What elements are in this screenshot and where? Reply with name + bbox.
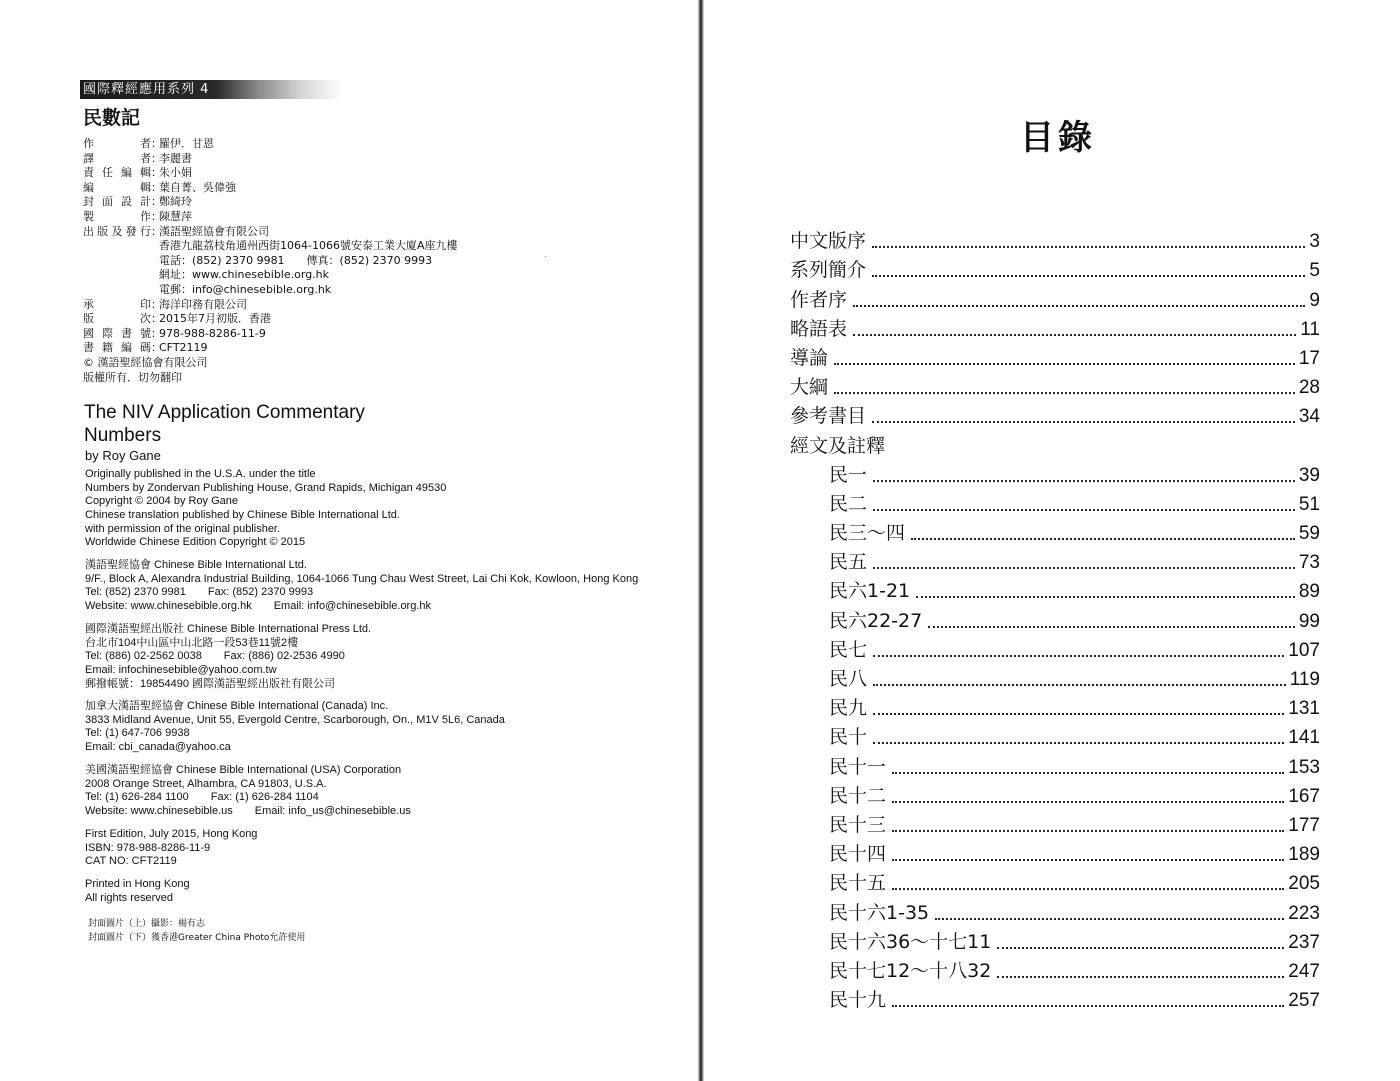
credit-row: 作 者 ： 羅伊．甘恩 <box>83 137 643 152</box>
toc-dot-leader <box>873 713 1284 715</box>
publisher-detail-line: 網址：www.chinesebible.org.hk <box>159 268 330 282</box>
text-line: First Edition, July 2015, Hong Kong <box>85 828 258 840</box>
toc-entry <box>790 253 1320 282</box>
text-line: Email: infochinesebible@yahoo.com.tw <box>85 664 277 677</box>
toc-entry-label: 民八 <box>829 668 868 690</box>
text-line: 郵撥帳號：19854490 國際漢語聖經出版社有限公司 <box>85 677 335 690</box>
credit-row: 版 次 ： 2015年7月初版．香港 <box>83 312 643 327</box>
toc-dot-leader <box>853 334 1296 336</box>
toc-entry-label: 導論 <box>790 346 829 369</box>
credit-value: 葉自菁、吳偉強 <box>159 180 236 194</box>
toc-page-number: 119 <box>1289 669 1320 690</box>
toc-entry <box>790 720 1320 749</box>
canada-office-block <box>85 700 505 755</box>
toc-page-number: 99 <box>1298 610 1320 632</box>
toc-entry <box>790 370 1320 399</box>
toc-dot-leader <box>834 392 1295 394</box>
toc-dot-leader <box>892 830 1284 832</box>
text-line: 漢語聖經協會 Chinese Bible International Ltd. <box>85 559 307 571</box>
publisher-detail-line: 香港九龍荔枝角通州西街1064-1066號安泰工業大廈A座九樓 <box>159 239 458 253</box>
toc-entry-label: 大綱 <box>790 376 829 399</box>
text-line: Tel: (1) 626-284 1100 Fax: (1) 626-284 1104 <box>85 791 319 804</box>
credit-label: 出 版 及 發 行 <box>83 224 151 238</box>
toc-entry-label: 民十四 <box>829 843 887 866</box>
table-of-contents <box>790 224 1320 1012</box>
toc-page-number: 5 <box>1309 260 1320 282</box>
toc-page-number: 237 <box>1288 931 1320 953</box>
toc-page-number: 257 <box>1288 990 1320 1012</box>
credit-row: 封 面 設 計 ： 鄭綺玲 <box>83 195 643 210</box>
toc-entry-label: 參考書目 <box>790 405 867 428</box>
toc-page-number: 34 <box>1298 406 1320 428</box>
text-line: Tel: (1) 647-706 9938 <box>85 727 190 740</box>
book-title-chinese: 民數記 <box>83 107 141 129</box>
toc-entry <box>790 282 1320 311</box>
toc-entry <box>790 574 1320 603</box>
toc-page-number: 51 <box>1298 493 1320 515</box>
toc-dot-leader <box>873 742 1284 744</box>
credit-label: 譯 者 <box>83 151 151 165</box>
text-line: All rights reserved <box>85 891 174 904</box>
toc-dot-leader <box>834 363 1295 365</box>
credit-row: 譯 者 ： 李麗書 <box>83 152 643 167</box>
toc-entry-label: 民十二 <box>829 784 887 807</box>
toc-entry-label: 民十六1-35 <box>829 901 930 924</box>
toc-entry <box>790 312 1320 341</box>
text-line: Printed in Hong Kong <box>85 878 190 890</box>
toc-page-number: 247 <box>1288 960 1320 982</box>
text-line: with permission of the original publisher. <box>85 522 281 535</box>
english-title <box>84 401 365 447</box>
toc-dot-leader <box>873 567 1295 569</box>
english-title-line2: Numbers <box>84 425 162 446</box>
toc-dot-leader <box>892 772 1284 774</box>
credit-value: 陳慧萍 <box>159 209 192 223</box>
toc-page-number: 167 <box>1288 785 1320 807</box>
toc-page-number: 28 <box>1298 377 1320 399</box>
toc-entry <box>790 633 1320 662</box>
credit-label: 承 印 <box>83 297 151 311</box>
toc-entry-label: 民十七12～十八32 <box>829 959 992 982</box>
toc-page-number: 131 <box>1288 698 1320 720</box>
toc-dot-leader <box>853 305 1305 307</box>
toc-entry-label: 民十五 <box>829 872 887 895</box>
credit-label: 製 作 <box>83 209 151 223</box>
copyright-line: 版權所有．切勿翻印 <box>83 370 182 384</box>
toc-entry-label: 民十一 <box>829 755 887 778</box>
toc-page-number: 153 <box>1288 756 1320 778</box>
credit-label: 版 次 <box>83 312 151 326</box>
chinese-credits <box>83 137 643 385</box>
credit-label: 封 面 設 計 <box>83 195 151 209</box>
credit-row: 編 輯 ： 葉自菁、吳偉強 <box>83 181 643 196</box>
credit-row: 製 作 ： 陳慧萍 <box>83 210 643 225</box>
toc-entry <box>790 808 1320 837</box>
text-line: Tel: (886) 02-2562 0038 Fax: (886) 02-2536 4990 <box>85 650 345 663</box>
toc-dot-leader <box>997 976 1284 978</box>
toc-entry-label: 民六22-27 <box>829 609 923 632</box>
text-line: 加拿大漢語聖經協會 Chinese Bible International (Canada) Inc. <box>85 700 389 712</box>
credit-label: 書 籍 編 碼 <box>83 341 151 355</box>
toc-page-number: 141 <box>1288 727 1320 749</box>
toc-entry <box>790 545 1320 574</box>
original-publication-block <box>85 468 446 550</box>
usa-office-block <box>85 764 411 819</box>
toc-entry <box>790 866 1320 895</box>
credit-row: 責 任 編 輯 ： 朱小娟 <box>83 166 643 181</box>
credit-row: 出 版 及 發 行 ： 漢語聖經協會有限公司 <box>83 225 643 240</box>
toc-entry <box>790 516 1320 545</box>
toc-entry-label: 略語表 <box>790 317 848 340</box>
toc-entry-label: 系列簡介 <box>790 259 867 282</box>
credit-value: 978-988-8286-11-9 <box>159 326 266 340</box>
text-line: Originally published in the U.S.A. under the title <box>85 468 316 480</box>
credit-value: 漢語聖經協會有限公司 <box>159 224 269 238</box>
toc-entry-label: 民一 <box>829 463 868 486</box>
text-line: Website: www.chinesebible.org.hk Email: info@chinesebible.org.hk <box>85 600 432 613</box>
toc-entry <box>790 895 1320 924</box>
toc-entry-label: 民二 <box>829 492 868 515</box>
toc-dot-leader <box>873 480 1295 482</box>
toc-entry-label: 民九 <box>829 697 868 720</box>
text-line: CAT NO: CFT2119 <box>85 855 177 868</box>
toc-entry <box>790 837 1320 866</box>
toc-entry-label: 民十九 <box>829 989 887 1012</box>
toc-dot-leader <box>892 1005 1284 1007</box>
text-line: Chinese translation published by Chinese Bible International Ltd. <box>85 509 400 522</box>
text-line: Worldwide Chinese Edition Copyright © 2015 <box>85 536 306 549</box>
toc-entry-label: 中文版序 <box>790 230 867 253</box>
credit-value: 鄭綺玲 <box>159 195 192 209</box>
copyright-line: © 漢語聖經協會有限公司 <box>83 355 208 369</box>
toc-entry <box>790 399 1320 428</box>
credit-row: 承 印 ： 海洋印務有限公司 <box>83 298 643 313</box>
text-line: Numbers by Zondervan Publishing House, Grand Rapids, Michigan 49530 <box>85 481 447 494</box>
toc-page-number: 11 <box>1300 318 1320 340</box>
credit-value: 李麗書 <box>159 151 192 165</box>
toc-entry <box>790 341 1320 370</box>
credit-row: 國 際 書 號 ： 978-988-8286-11-9 <box>83 327 643 342</box>
toc-page-number: 223 <box>1288 902 1320 924</box>
toc-entry-label: 民十 <box>829 726 868 749</box>
toc-dot-leader <box>892 888 1284 890</box>
toc-entry <box>790 487 1320 516</box>
toc-entry <box>790 458 1320 487</box>
text-line: Copyright © 2004 by Roy Gane <box>85 495 239 508</box>
english-author: by Roy Gane <box>85 448 161 463</box>
toc-dot-leader <box>892 859 1284 861</box>
toc-entry-label: 民七 <box>829 638 868 661</box>
toc-entry <box>790 983 1320 1012</box>
toc-page-number: 3 <box>1309 231 1320 253</box>
series-banner: 國際釋經應用系列 4 <box>80 80 343 99</box>
toc-entry-label: 民三～四 <box>829 522 906 545</box>
toc-dot-leader <box>873 509 1295 511</box>
toc-page-number: 39 <box>1298 464 1320 486</box>
publisher-detail-line: 電郵：info@chinesebible.org.hk <box>159 282 332 296</box>
toc-entry-label: 作者序 <box>790 288 848 311</box>
scan-speck <box>545 256 546 257</box>
edition-info-block <box>85 828 257 869</box>
toc-entry <box>790 603 1320 632</box>
toc-dot-leader <box>928 626 1295 628</box>
toc-section-heading: 經文及註釋 <box>790 434 886 457</box>
toc-title: 目錄 <box>1020 118 1096 158</box>
toc-page-number: 189 <box>1288 844 1320 866</box>
credit-value: 朱小娟 <box>159 166 192 180</box>
toc-page-number: 177 <box>1288 814 1320 836</box>
toc-dot-leader <box>916 596 1295 598</box>
publisher-detail-line: 電話：(852) 2370 9981 傳真：(852) 2370 9993 <box>159 253 433 267</box>
toc-dot-leader <box>872 421 1295 423</box>
toc-page-number: 89 <box>1298 581 1320 603</box>
text-line: Email: cbi_canada@yahoo.ca <box>85 741 231 754</box>
toc-dot-leader <box>872 275 1305 277</box>
text-line: 9/F., Block A, Alexandra Industrial Building, 1064-1066 Tung Chau West Street, Lai Chi Kok, Kowloon, Hong Kong <box>85 572 639 585</box>
english-title-line1: The NIV Application Commentary <box>84 402 365 423</box>
credit-label: 國 際 書 號 <box>83 326 151 340</box>
toc-page-number: 107 <box>1288 639 1320 661</box>
toc-page-number: 17 <box>1298 347 1320 369</box>
toc-page-number: 73 <box>1298 552 1320 574</box>
toc-entry <box>790 749 1320 778</box>
credit-value: CFT2119 <box>159 341 208 355</box>
text-line: 封面圖片（上）攝影：楊有志 <box>88 919 206 929</box>
credit-label: 編 輯 <box>83 180 151 194</box>
toc-entry <box>790 779 1320 808</box>
text-line: 封面圖片（下）獲香港Greater China Photo允許使用 <box>88 932 306 943</box>
toc-entry-label: 民十三 <box>829 813 887 836</box>
toc-entry <box>790 224 1320 253</box>
toc-page-number: 205 <box>1288 873 1320 895</box>
credit-value: 2015年7月初版．香港 <box>159 312 271 326</box>
hong-kong-office-block <box>85 559 638 614</box>
toc-dot-leader <box>873 684 1286 686</box>
text-line: 台北市104中山區中山北路一段53巷11號2樓 <box>85 636 299 649</box>
toc-entry-label: 民五 <box>829 551 868 574</box>
toc-entry <box>790 925 1320 954</box>
text-line: 3833 Midland Avenue, Unit 55, Evergold Centre, Scarborough, On., M1V 5L6, Canada <box>85 713 505 726</box>
text-line: 國際漢語聖經出版社 Chinese Bible International Press Ltd. <box>85 623 372 635</box>
toc-page-number: 9 <box>1309 289 1320 311</box>
text-line: Tel: (852) 2370 9981 Fax: (852) 2370 9993 <box>85 586 314 599</box>
toc-dot-leader <box>872 246 1305 248</box>
text-line: 2008 Orange Street, Alhambra, CA 91803, U.S.A. <box>85 777 327 790</box>
toc-dot-leader <box>892 801 1284 803</box>
text-line: 美國漢語聖經協會 Chinese Bible International (USA) Corporation <box>85 764 402 776</box>
toc-entry <box>790 691 1320 720</box>
taiwan-office-block <box>85 623 371 691</box>
toc-dot-leader <box>935 918 1284 920</box>
photo-credits-block <box>88 918 305 945</box>
credit-row: 書 籍 編 碼 ： CFT2119 <box>83 341 643 356</box>
toc-dot-leader <box>997 947 1284 949</box>
toc-dot-leader <box>873 655 1284 657</box>
credit-label: 責 任 編 輯 <box>83 166 151 180</box>
toc-entry <box>790 954 1320 983</box>
toc-entry-label: 民十六36～十七11 <box>829 930 992 953</box>
credit-value: 羅伊．甘恩 <box>159 137 214 150</box>
toc-dot-leader <box>911 538 1295 540</box>
text-line: ISBN: 978-988-8286-11-9 <box>85 841 211 854</box>
credit-value: 海洋印務有限公司 <box>159 297 247 311</box>
toc-page-number: 59 <box>1298 523 1320 545</box>
credit-label: 作 者 <box>83 137 151 150</box>
toc-entry-label: 民六1-21 <box>829 580 911 603</box>
rights-block <box>85 878 190 905</box>
toc-entry <box>790 662 1320 691</box>
text-line: Website: www.chinesebible.us Email: info_us@chinesebible.us <box>85 805 411 818</box>
